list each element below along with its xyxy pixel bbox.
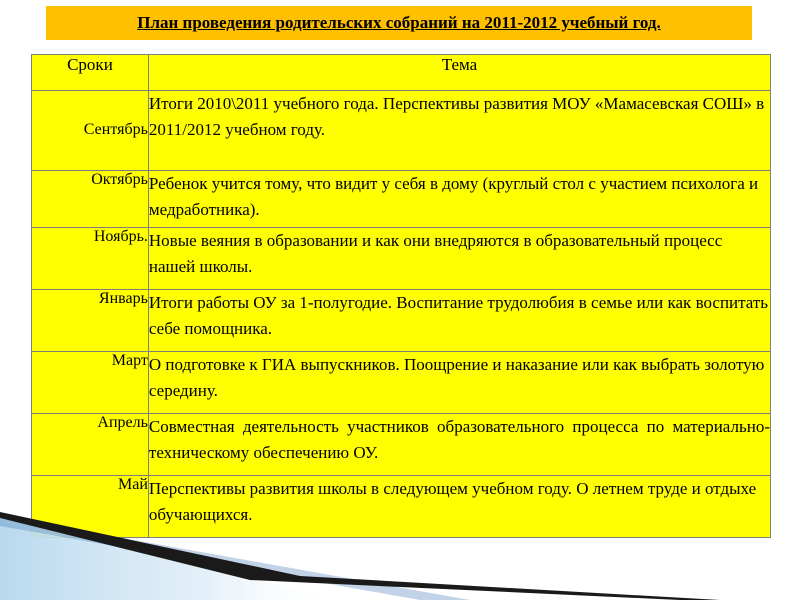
term-cell: Март (32, 352, 149, 414)
term-cell: Январь (32, 290, 149, 352)
header-term: Сроки (32, 55, 149, 91)
term-cell: Октябрь (32, 171, 149, 228)
header-topic: Тема (148, 55, 770, 91)
term-cell: Апрель (32, 414, 149, 476)
term-cell: Ноябрь. (32, 228, 149, 290)
topic-cell: О подготовке к ГИА выпускников. Поощрение и наказание или как выбрать золотую середину. (148, 352, 770, 414)
term-cell: Сентябрь (32, 91, 149, 171)
title-banner (46, 6, 752, 40)
topic-cell: Ребенок учится тому, что видит у себя в дому (круглый стол с участием психолога и медработника). (148, 171, 770, 228)
topic-cell: Новые веяния в образовании и как они внедряются в образовательный процесс нашей школы. (148, 228, 770, 290)
table-row (32, 290, 771, 352)
meetings-table (31, 54, 771, 538)
topic-cell: Перспективы развития школы в следующем учебном году. О летнем труде и отдыхе обучающихся. (148, 476, 770, 538)
table-header-row (32, 55, 771, 91)
corner-swoosh-decoration (0, 500, 800, 600)
topic-cell: Итоги 2010\2011 учебного года. Перспективы развития МОУ «Мамасевская СОШ» в 2011/2012 учебном году. (148, 91, 770, 171)
topic-cell: Итоги работы ОУ за 1-полугодие. Воспитание трудолюбия в семье или как воспитать себе помощника. (148, 290, 770, 352)
table-row (32, 228, 771, 290)
table-row (32, 414, 771, 476)
term-cell: Май (32, 476, 149, 538)
table-row (32, 352, 771, 414)
table-row (32, 171, 771, 228)
topic-cell: Совместная деятельность участников образовательного процесса по материально-техническому обеспечению ОУ. (148, 414, 770, 476)
table-row (32, 91, 771, 171)
page-title: План проведения родительских собраний на 2011-2012 учебный год. (137, 13, 661, 32)
